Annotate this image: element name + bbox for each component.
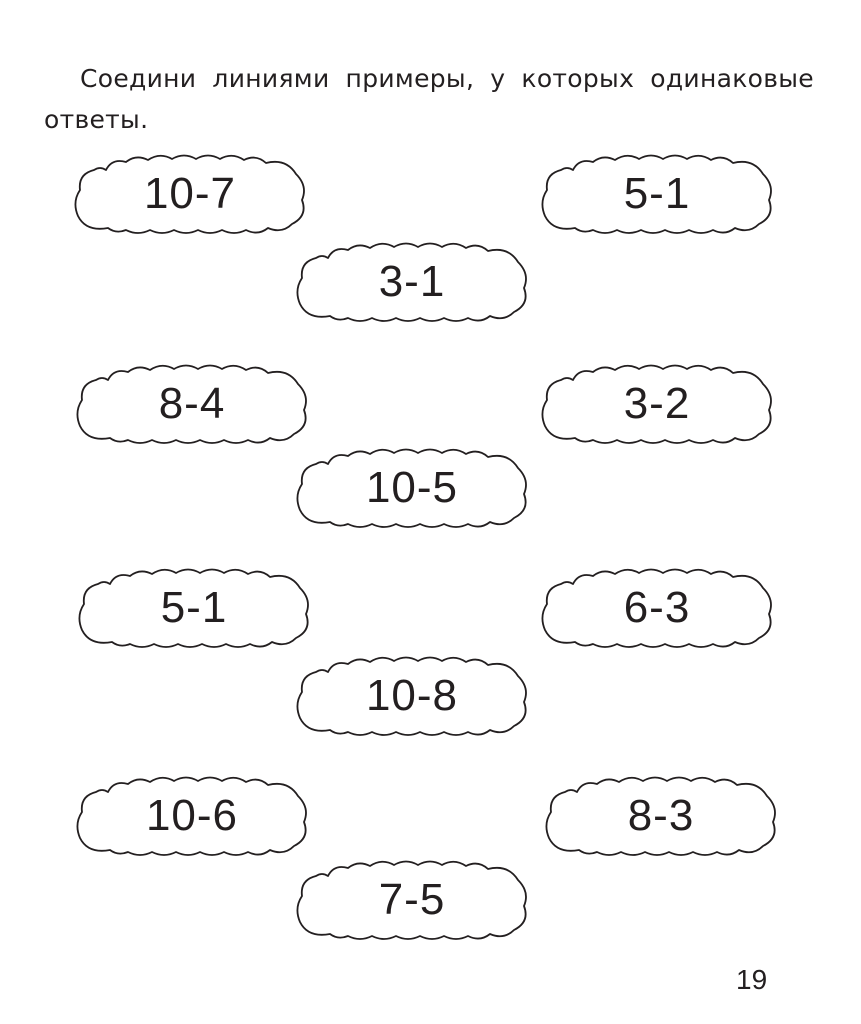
example-expression: 10-6 [145,791,239,840]
example-expression: 8-4 [158,379,226,428]
example-cloud[interactable] [294,654,530,738]
example-expression: 7-5 [378,875,446,924]
example-cloud[interactable] [294,240,530,324]
example-expression: 5-1 [160,583,228,632]
example-cloud[interactable] [76,566,312,650]
example-cloud[interactable] [539,566,775,650]
example-expression: 8-3 [627,791,695,840]
example-expression: 3-2 [623,379,691,428]
example-cloud[interactable] [294,446,530,530]
example-cloud[interactable] [74,362,310,446]
example-cloud[interactable] [294,858,530,942]
example-cloud[interactable] [74,774,310,858]
example-cloud[interactable] [543,774,779,858]
example-expression: 10-5 [365,463,459,512]
example-cloud[interactable] [539,152,775,236]
page-number: 19 [736,964,768,995]
example-expression: 6-3 [623,583,691,632]
example-expression: 5-1 [623,169,691,218]
example-cloud[interactable] [72,152,308,236]
task-instruction: Соедини линиями примеры, у которых одинаковые ответы. [44,64,814,134]
example-expression: 10-8 [365,671,459,720]
example-expression: 10-7 [143,169,237,218]
example-expression: 3-1 [378,257,446,306]
example-cloud[interactable] [539,362,775,446]
